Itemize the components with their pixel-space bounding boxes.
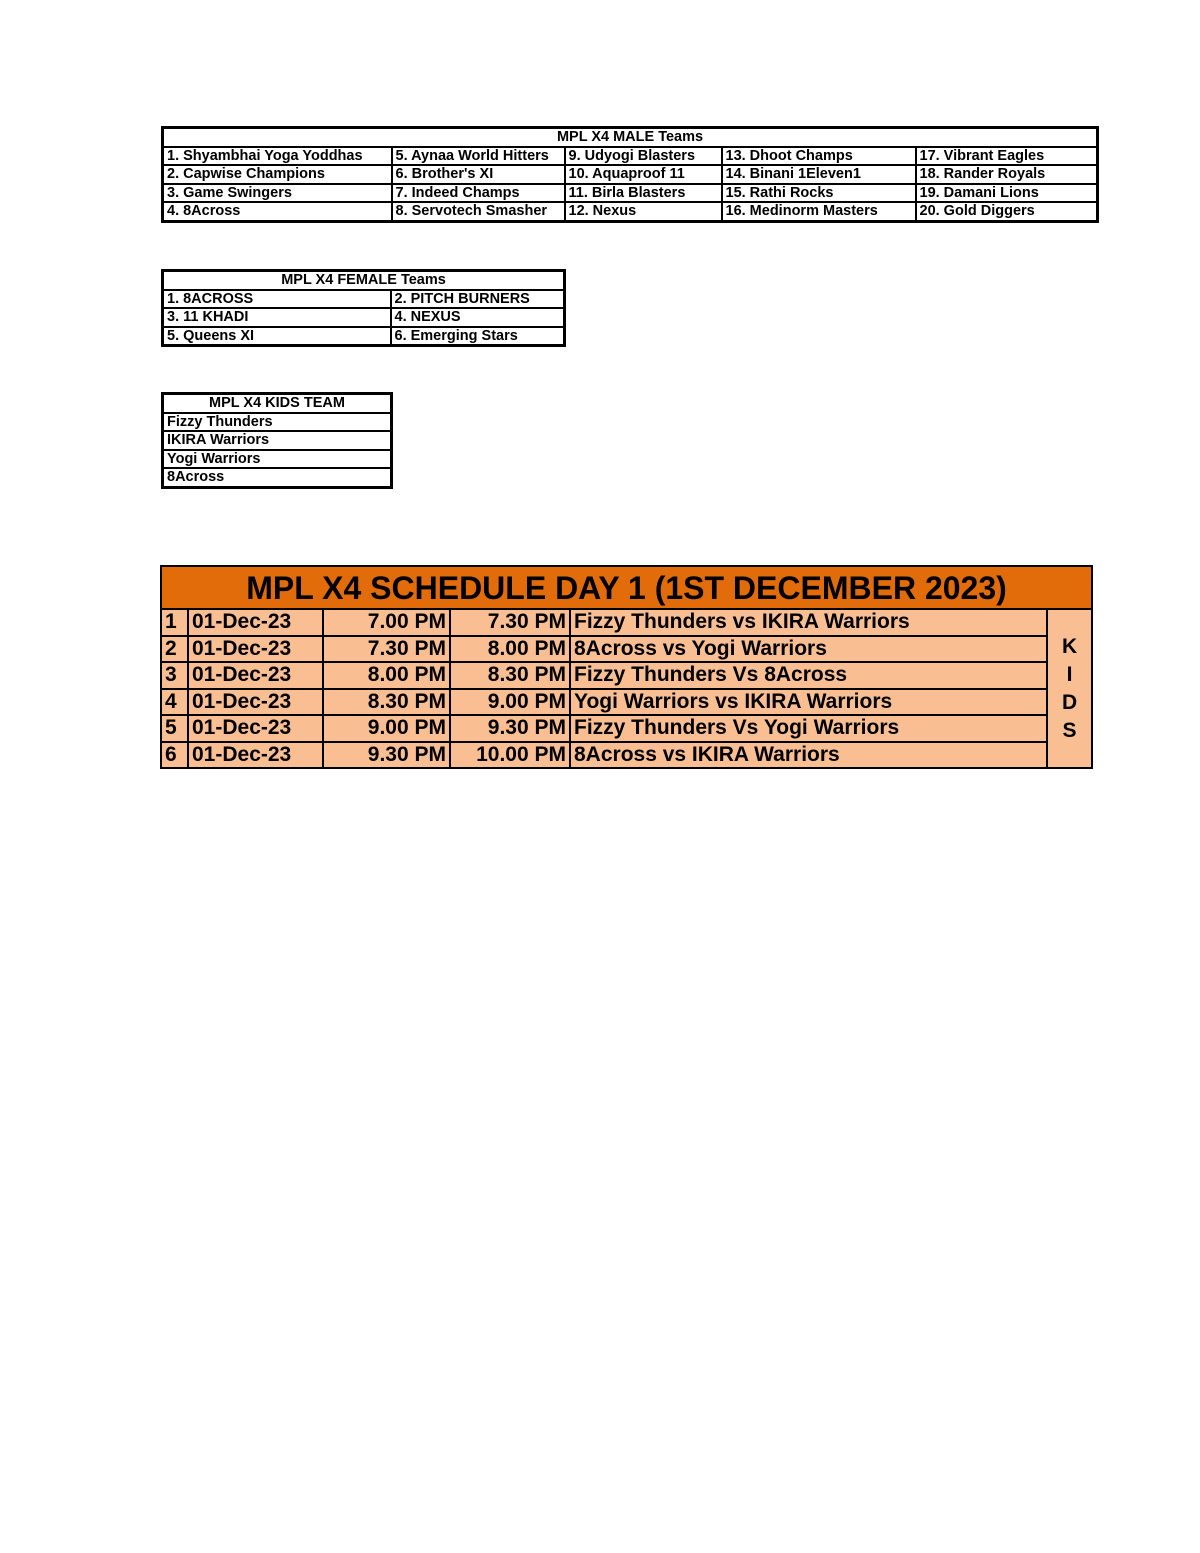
match-date: 01-Dec-23 (188, 662, 323, 689)
team-cell: 18. Rander Royals (916, 165, 1098, 184)
match-start: 7.30 PM (323, 636, 450, 663)
table-row (161, 742, 1092, 769)
match-start: 9.00 PM (323, 715, 450, 742)
team-cell: 13. Dhoot Champs (722, 147, 916, 166)
table-row (161, 689, 1092, 716)
team-cell: 4. 8Across (163, 202, 392, 221)
match-fixture: 8Across vs IKIRA Warriors (570, 742, 1047, 769)
side-letter: K (1061, 634, 1078, 658)
match-start: 7.00 PM (323, 609, 450, 636)
team-cell: 12. Nexus (565, 202, 722, 221)
match-fixture: Fizzy Thunders vs IKIRA Warriors (570, 609, 1047, 636)
female-teams-title: MPL X4 FEMALE Teams (163, 271, 565, 290)
match-number: 6 (161, 742, 188, 769)
team-cell: Yogi Warriors (163, 450, 392, 469)
match-number: 4 (161, 689, 188, 716)
match-fixture: Yogi Warriors vs IKIRA Warriors (570, 689, 1047, 716)
table-row (163, 468, 392, 487)
team-cell: 10. Aquaproof 11 (565, 165, 722, 184)
kids-teams-title: MPL X4 KIDS TEAM (163, 394, 392, 413)
match-date: 01-Dec-23 (188, 689, 323, 716)
table-row (163, 147, 1098, 166)
table-row (163, 202, 1098, 221)
team-cell: 8. Servotech Smasher (392, 202, 565, 221)
team-cell: 1. 8ACROSS (163, 290, 391, 309)
table-row (163, 184, 1098, 203)
team-cell: 14. Binani 1Eleven1 (722, 165, 916, 184)
side-letter: S (1062, 718, 1077, 742)
table-row (161, 609, 1092, 636)
table-row (161, 662, 1092, 689)
table-row (161, 636, 1092, 663)
match-date: 01-Dec-23 (188, 715, 323, 742)
match-end: 7.30 PM (450, 609, 570, 636)
table-row (163, 413, 392, 432)
match-date: 01-Dec-23 (188, 636, 323, 663)
team-cell: 5. Queens XI (163, 327, 391, 346)
match-start: 9.30 PM (323, 742, 450, 769)
team-cell: Fizzy Thunders (163, 413, 392, 432)
match-date: 01-Dec-23 (188, 609, 323, 636)
team-cell: 3. Game Swingers (163, 184, 392, 203)
match-fixture: Fizzy Thunders Vs 8Across (570, 662, 1047, 689)
kids-teams-table (161, 392, 393, 489)
side-letter: D (1061, 690, 1078, 714)
team-cell: 20. Gold Diggers (916, 202, 1098, 221)
team-cell: 11. Birla Blasters (565, 184, 722, 203)
match-number: 2 (161, 636, 188, 663)
match-end: 8.00 PM (450, 636, 570, 663)
team-cell: 6. Brother's XI (392, 165, 565, 184)
table-row (161, 715, 1092, 742)
team-cell: IKIRA Warriors (163, 431, 392, 450)
table-row (163, 165, 1098, 184)
table-row (163, 450, 392, 469)
team-cell: 3. 11 KHADI (163, 308, 391, 327)
team-cell: 8Across (163, 468, 392, 487)
team-cell: 17. Vibrant Eagles (916, 147, 1098, 166)
match-end: 8.30 PM (450, 662, 570, 689)
team-cell: 9. Udyogi Blasters (565, 147, 722, 166)
match-number: 1 (161, 609, 188, 636)
match-number: 5 (161, 715, 188, 742)
team-cell: 19. Damani Lions (916, 184, 1098, 203)
table-row (163, 290, 565, 309)
team-cell: 7. Indeed Champs (392, 184, 565, 203)
team-cell: 16. Medinorm Masters (722, 202, 916, 221)
table-row (163, 431, 392, 450)
team-cell: 4. NEXUS (391, 308, 565, 327)
table-row (163, 327, 565, 346)
match-end: 9.30 PM (450, 715, 570, 742)
match-date: 01-Dec-23 (188, 742, 323, 769)
kids-side-label (1047, 609, 1092, 768)
schedule-title: MPL X4 SCHEDULE DAY 1 (1ST DECEMBER 2023) (161, 566, 1092, 609)
table-row (163, 308, 565, 327)
team-cell: 15. Rathi Rocks (722, 184, 916, 203)
match-end: 9.00 PM (450, 689, 570, 716)
match-fixture: Fizzy Thunders Vs Yogi Warriors (570, 715, 1047, 742)
team-cell: 2. Capwise Champions (163, 165, 392, 184)
team-cell: 1. Shyambhai Yoga Yoddhas (163, 147, 392, 166)
schedule-table (160, 565, 1093, 769)
match-start: 8.00 PM (323, 662, 450, 689)
team-cell: 5. Aynaa World Hitters (392, 147, 565, 166)
team-cell: 6. Emerging Stars (391, 327, 565, 346)
team-cell: 2. PITCH BURNERS (391, 290, 565, 309)
side-letter: I (1066, 662, 1073, 686)
match-start: 8.30 PM (323, 689, 450, 716)
match-end: 10.00 PM (450, 742, 570, 769)
male-teams-table (161, 126, 1099, 223)
female-teams-table (161, 269, 566, 347)
match-number: 3 (161, 662, 188, 689)
male-teams-title: MPL X4 MALE Teams (163, 128, 1098, 147)
match-fixture: 8Across vs Yogi Warriors (570, 636, 1047, 663)
